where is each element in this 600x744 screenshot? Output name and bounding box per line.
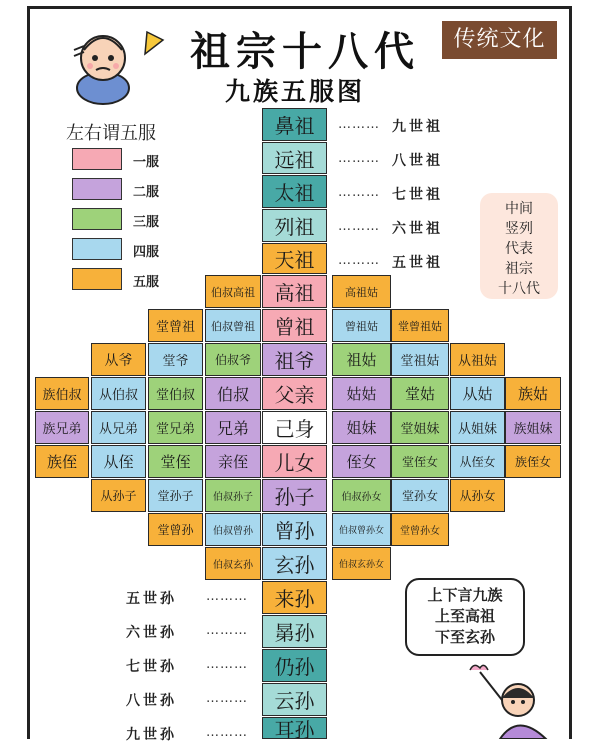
main-line-cell: 天祖 — [262, 243, 327, 274]
kin-cell: 伯叔曾祖 — [205, 309, 261, 342]
main-line-cell: 曾孙 — [262, 513, 327, 546]
ancestor-label: 八世祖 — [392, 153, 443, 169]
descendant-label: 七世孙 — [126, 659, 177, 675]
ancestor-label: 九世祖 — [392, 119, 443, 135]
kin-cell: 曾祖姑 — [332, 309, 391, 342]
page-subtitle: 九族五服图 — [225, 77, 366, 106]
main-line-cell: 耳孙 — [262, 717, 327, 739]
note-line: 代表 — [505, 241, 533, 257]
kin-cell: 伯叔 — [205, 377, 261, 410]
kin-cell: 伯叔曾孙女 — [332, 513, 391, 546]
kin-cell: 族姑 — [505, 377, 561, 410]
main-line-cell: 孙子 — [262, 479, 327, 512]
kin-cell: 堂姐妹 — [391, 411, 449, 444]
speech-line: 上下言九族 — [427, 586, 503, 604]
kin-cell: 从侄 — [91, 445, 146, 478]
main-line-cell: 己身 — [262, 411, 327, 444]
main-line-cell: 仍孙 — [262, 649, 327, 682]
main-line-cell: 列祖 — [262, 209, 327, 242]
child-cartoon-icon — [460, 660, 550, 739]
dots-leader: ……… — [206, 657, 248, 672]
note-line: 祖宗 — [505, 261, 533, 277]
descendant-label: 五世孙 — [126, 591, 177, 607]
kin-cell: 伯叔玄孙女 — [332, 547, 391, 580]
kin-cell: 堂孙女 — [391, 479, 449, 512]
legend-swatch — [72, 268, 122, 290]
kin-cell: 祖姑 — [332, 343, 391, 376]
kin-cell: 从孙女 — [450, 479, 505, 512]
main-line-cell: 高祖 — [262, 275, 327, 308]
speech-line: 上至高祖 — [434, 607, 495, 625]
kin-cell: 从姐妹 — [450, 411, 505, 444]
descendant-label: 九世孙 — [126, 727, 177, 743]
legend-label: 三服 — [133, 215, 160, 230]
kin-cell: 高祖姑 — [332, 275, 391, 308]
kin-cell: 堂祖姑 — [391, 343, 449, 376]
kin-cell: 从姑 — [450, 377, 505, 410]
kin-cell: 堂曾祖姑 — [391, 309, 449, 342]
kin-cell: 堂侄 — [148, 445, 203, 478]
kin-cell: 堂姑 — [391, 377, 449, 410]
grandpa-cartoon-icon — [68, 20, 138, 105]
kin-cell: 伯叔曾孙 — [205, 513, 261, 546]
kin-cell: 堂侄女 — [391, 445, 449, 478]
note-line: 十八代 — [498, 281, 540, 297]
kin-cell: 伯叔玄孙 — [205, 547, 261, 580]
kin-cell: 从侄女 — [450, 445, 505, 478]
kin-cell: 堂孙子 — [148, 479, 203, 512]
page-title: 祖宗十八代 — [190, 29, 420, 75]
legend-swatch — [72, 238, 122, 260]
kin-cell: 堂爷 — [148, 343, 203, 376]
legend-swatch — [72, 208, 122, 230]
kin-cell: 侄女 — [332, 445, 391, 478]
kin-cell: 族侄 — [35, 445, 89, 478]
dots-leader: ……… — [338, 117, 380, 132]
main-line-cell: 晜孙 — [262, 615, 327, 648]
dots-leader: ……… — [338, 185, 380, 200]
legend-label: 一服 — [133, 155, 160, 170]
dots-leader: ……… — [206, 623, 248, 638]
legend-label: 二服 — [133, 185, 160, 200]
kin-cell: 兄弟 — [205, 411, 261, 444]
kin-cell: 族兄弟 — [35, 411, 89, 444]
descendant-label: 六世孙 — [126, 625, 177, 641]
dots-leader: ……… — [338, 219, 380, 234]
kin-cell: 从伯叔 — [91, 377, 146, 410]
kin-cell: 堂曾孙 — [148, 513, 203, 546]
dots-leader: ……… — [206, 725, 248, 740]
main-line-cell: 祖爷 — [262, 343, 327, 376]
kin-cell: 伯叔高祖 — [205, 275, 261, 308]
kin-cell: 伯叔爷 — [205, 343, 261, 376]
speech-line: 下至玄孙 — [434, 628, 495, 646]
dots-leader: ……… — [206, 691, 248, 706]
main-line-cell: 云孙 — [262, 683, 327, 716]
dots-leader: ……… — [338, 253, 380, 268]
main-line-cell: 玄孙 — [262, 547, 327, 580]
dots-leader: ……… — [338, 151, 380, 166]
legend-title: 左右谓五服 — [66, 123, 156, 144]
main-line-cell: 鼻祖 — [262, 108, 327, 141]
flag-icon — [143, 30, 165, 56]
kin-cell: 族姐妹 — [505, 411, 561, 444]
speech-bubble — [405, 578, 525, 656]
kin-cell: 从爷 — [91, 343, 146, 376]
main-line-cell: 太祖 — [262, 175, 327, 208]
note-line: 中间 — [505, 201, 533, 217]
main-line-cell: 儿女 — [262, 445, 327, 478]
descendant-label: 八世孙 — [126, 693, 177, 709]
main-line-cell: 来孙 — [262, 581, 327, 614]
kin-cell: 伯叔孙子 — [205, 479, 261, 512]
kin-cell: 姐妹 — [332, 411, 391, 444]
culture-badge: 传统文化 — [442, 21, 557, 59]
main-line-cell: 父亲 — [262, 377, 327, 410]
main-line-cell: 曾祖 — [262, 309, 327, 342]
kin-cell: 从祖姑 — [450, 343, 505, 376]
legend-label: 四服 — [133, 245, 160, 260]
note-line: 竖列 — [505, 221, 533, 237]
kin-cell: 从兄弟 — [91, 411, 146, 444]
ancestor-label: 六世祖 — [392, 221, 443, 237]
legend-swatch — [72, 178, 122, 200]
kin-cell: 堂曾祖 — [148, 309, 203, 342]
ancestor-label: 五世祖 — [392, 255, 443, 271]
kin-cell: 亲侄 — [205, 445, 261, 478]
kin-cell: 从孙子 — [91, 479, 146, 512]
legend-swatch — [72, 148, 122, 170]
kin-cell: 姑姑 — [332, 377, 391, 410]
kin-cell: 堂伯叔 — [148, 377, 203, 410]
main-line-cell: 远祖 — [262, 142, 327, 174]
dots-leader: ……… — [206, 589, 248, 604]
legend-label: 五服 — [133, 275, 160, 290]
kin-cell: 族侄女 — [505, 445, 561, 478]
kin-cell: 堂曾孙女 — [391, 513, 449, 546]
ancestor-label: 七世祖 — [392, 187, 443, 203]
kin-cell: 伯叔孙女 — [332, 479, 391, 512]
kin-cell: 堂兄弟 — [148, 411, 203, 444]
kin-cell: 族伯叔 — [35, 377, 89, 410]
note-box — [480, 193, 558, 299]
